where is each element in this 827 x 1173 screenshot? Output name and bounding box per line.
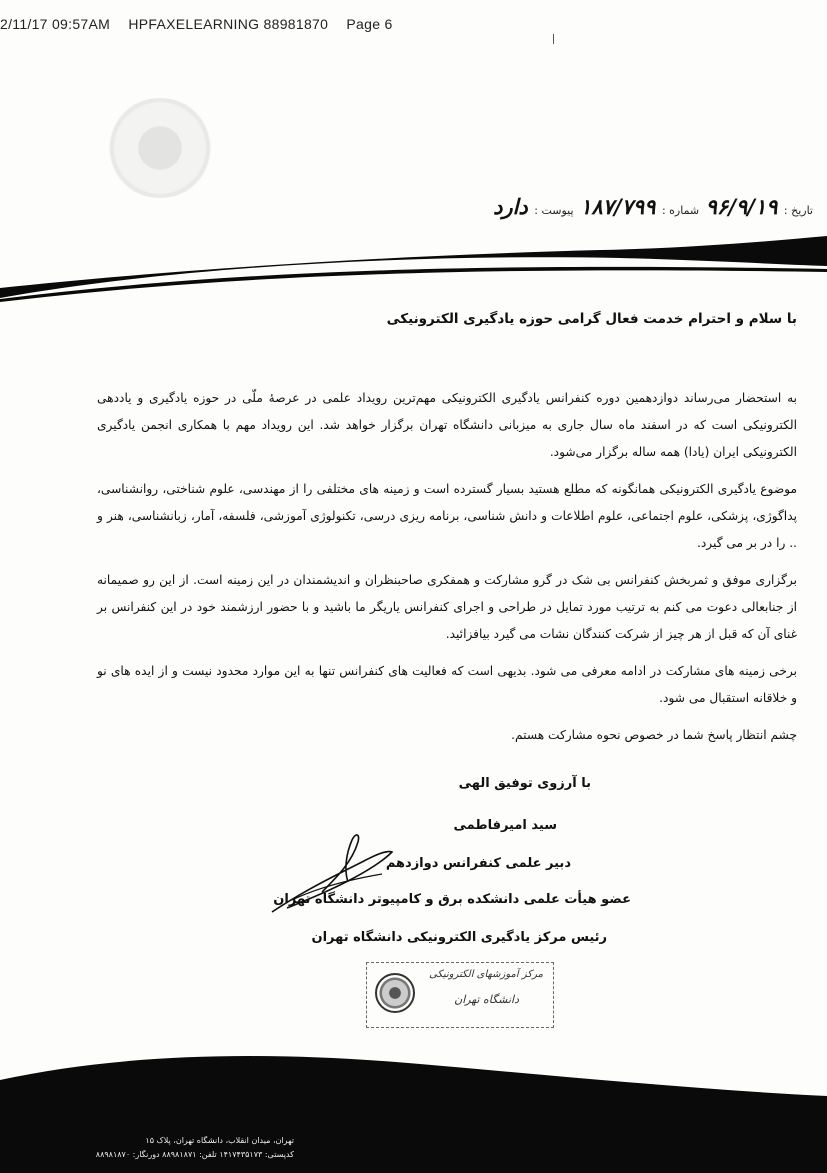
date-label: تاریخ : (783, 204, 813, 217)
closing-wish: با آرزوی توفیق الهی (458, 776, 591, 791)
paragraph-invitation: برگزاری موفق و ثمربخش کنفرانس بی شک در گرو مشارکت و همفکری صاحبنظران و اندیشمندان در این زمینه است. از این رو صمیمانه از جنابعالی دعوت می کنم به ترتیب مورد تمایل در طراحی و اجرای کنفرانس یاریگر ما باشید و با حضور ارزشمند خود در این کنفرانس بر غنای آن که قبل از هر چیز از شرکت کنندگان نشات می گیرد بیافزائید. (97, 573, 797, 641)
signer-title-1: دبیر علمی کنفرانس دوازدهم (385, 856, 571, 871)
signer-title-3: رئیس مرکز یادگیری الکترونیکی دانشگاه تهران (311, 930, 607, 945)
fax-page-number: Page 6 (346, 16, 393, 32)
footer-phones-line: کدپستی: ۱۴۱۷۴۳۵۱۷۳ تلفن: ۸۸۹۸۱۸۷۱ دورنگار: ۸۸۹۸۱۸۷۰ (95, 1150, 294, 1159)
stamp-emblem-icon (375, 973, 415, 1013)
fax-timestamp: 2/11/17 09:57AM (0, 16, 111, 32)
signer-name: سید امیرفاطمی (453, 818, 557, 833)
official-stamp (366, 962, 554, 1028)
attachment-label: پیوست : (534, 204, 574, 217)
stamp-line-1: مرکز آموزشهای الکترونیکی (429, 969, 543, 980)
paragraph-intro: به استحضار می‌رساند دوازدهمین دوره کنفرانس یادگیری الکترونیکی مهم‌ترین رویداد علمی در عرصهٔ ملّی در حوزه یادگیری و یاددهی الکترونیکی است که در اسفند ماه سال جاری به میزبانی دانشگاه تهران برگزار خواهد شد. این رویداد مهم با همکاری انجمن یادگیری الکترونیکی ایران (یادا) همه ساله برگزار می‌شود. (97, 391, 797, 459)
paragraph-closing: چشم انتظار پاسخ شما در خصوص نحوه مشارکت هستم. (511, 728, 797, 742)
signer-title-2: عضو هیأت علمی دانشکده برق و کامپیوتر دانشگاه تهران (273, 892, 631, 907)
paragraph-participation: برخی زمینه های مشارکت در ادامه معرفی می شود. بدیهی است که فعالیت های کنفرانس تنها به این موارد محدود نیست و از ایده های نو و خلاقانه استقبال می شود. (97, 664, 797, 705)
handwritten-signature-icon (262, 822, 412, 922)
letter-body (97, 306, 797, 759)
number-value: ۱۸۷/۷۹۹ (580, 194, 656, 219)
footer-address (34, 1134, 294, 1162)
header-wave-band (0, 236, 827, 306)
fax-header (0, 16, 407, 32)
stamp-line-2: دانشگاه تهران (454, 993, 519, 1006)
paragraph-topics: موضوع یادگیری الکترونیکی همانگونه که مطلع هستید بسیار گسترده است و زمینه های مختلفی را از مهندسی، علوم شناختی، روانشناسی، پداگوژی، پزشکی، علوم اجتماعی، علوم اطلاعات و دانش شناسی، برنامه ریزی درسی، تکنولوژی آموزشی، فلسفه، آمار، زبانشناسی، هنر و .. را در بر می گیرد. (97, 482, 797, 550)
letter-meta (490, 194, 813, 219)
scan-mark (553, 34, 554, 44)
attachment-value: دارد (493, 194, 528, 219)
university-seal-icon (104, 98, 216, 198)
footer-address-line: تهران، میدان انقلاب، دانشگاه تهران، پلاک ۱۵ (145, 1136, 294, 1145)
greeting: با سلام و احترام خدمت فعال گرامی حوزه یادگیری الکترونیکی (386, 311, 797, 327)
date-value: ۹۶/۹/۱۹ (705, 194, 778, 219)
fax-sender: HPFAXELEARNING 88981870 (128, 16, 329, 32)
number-label: شماره : (661, 204, 700, 217)
